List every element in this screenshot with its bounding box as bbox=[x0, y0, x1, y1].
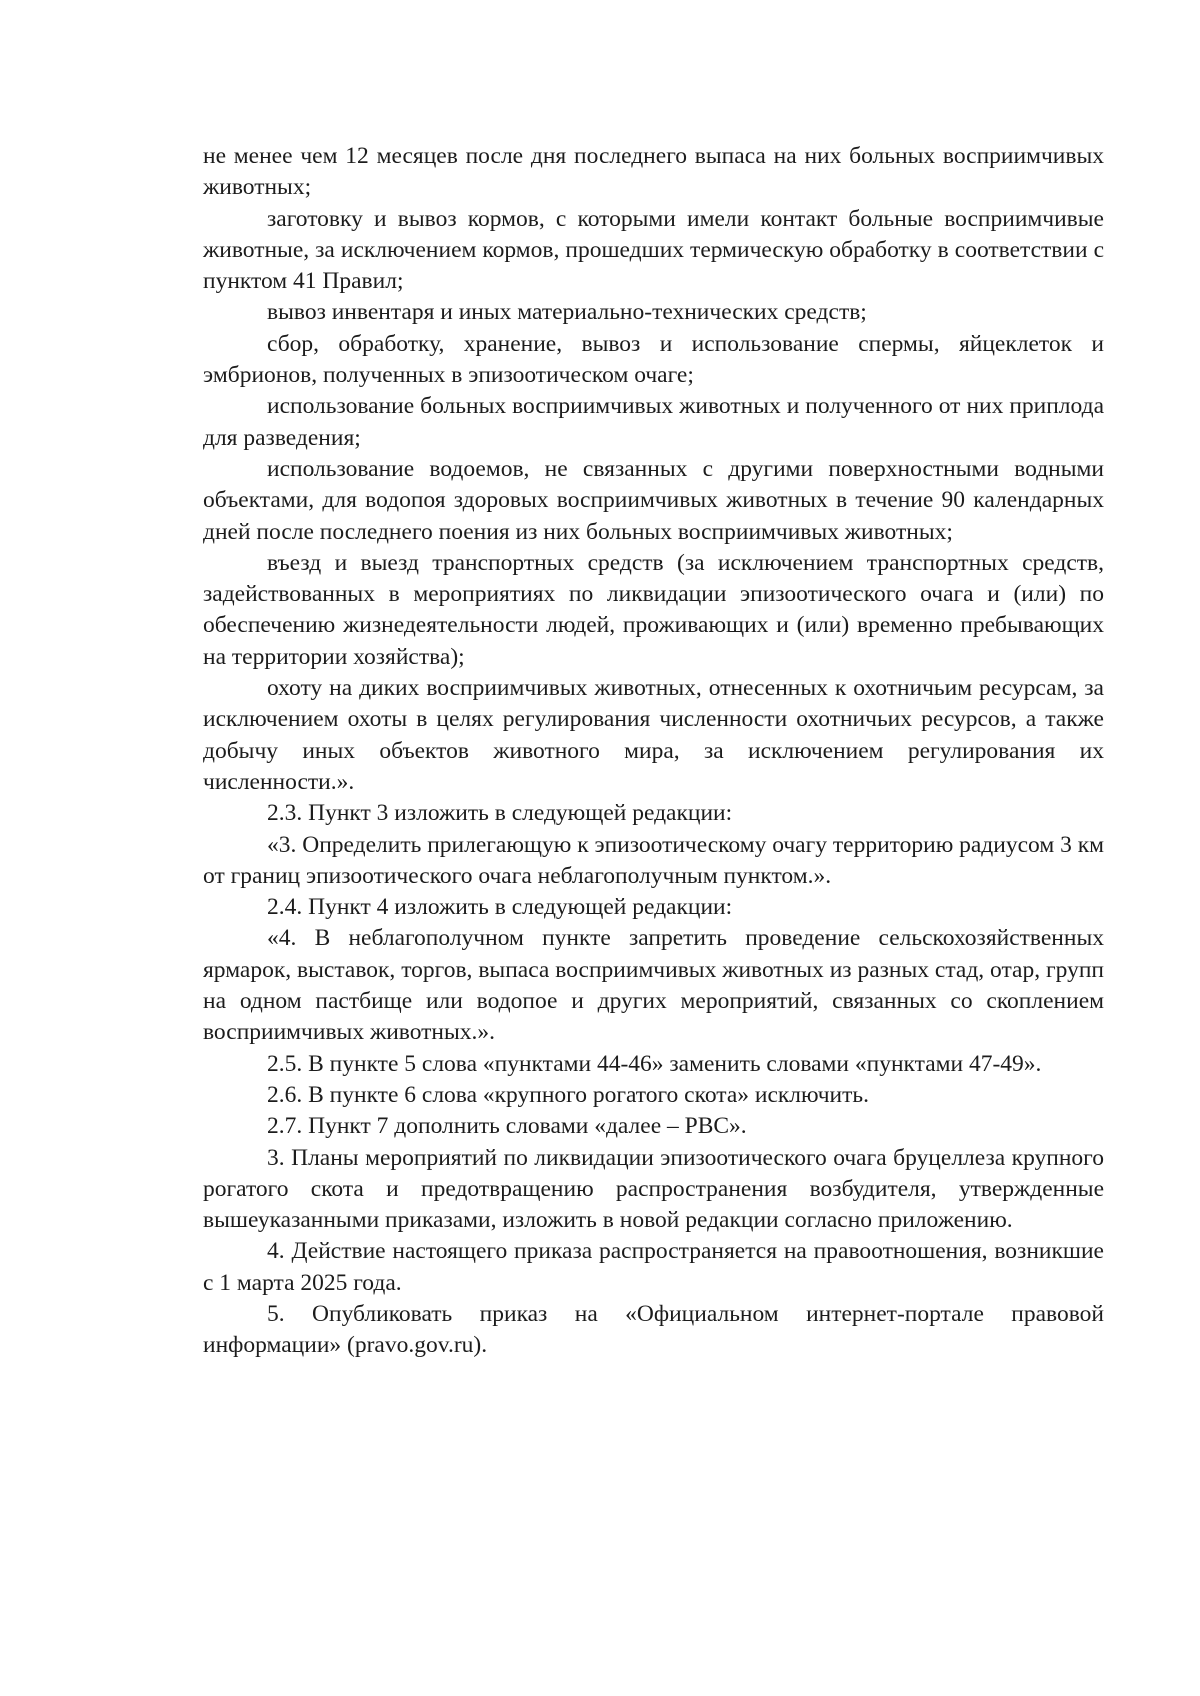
paragraph-pasture-ban: не менее чем 12 месяцев после дня последнего выпаса на них больных восприимчивых животных; bbox=[203, 143, 1104, 201]
paragraph-item-2-3: 2.3. Пункт 3 изложить в следующей редакции: bbox=[267, 800, 733, 827]
paragraph-item-4: 4. Действие настоящего приказа распространяется на правоотношения, возникшие с 1 марта 2025 года. bbox=[203, 1238, 1104, 1296]
document-body bbox=[203, 141, 1104, 1362]
paragraph-vehicles: въезд и выезд транспортных средств (за исключением транспортных средств, задействованных в мероприятиях по ликвидации эпизоотического очага и (или) по обеспечению жизнедеятельности людей, проживающих и (или) временно пребывающих на территории хозяйства); bbox=[203, 549, 1104, 670]
paragraph-item-5: 5. Опубликовать приказ на «Официальном интернет-портале правовой информации» (pravo.gov.ru). bbox=[203, 1300, 1104, 1359]
paragraph-item-2-5: 2.5. В пункте 5 слова «пунктами 44-46» заменить словами «пунктами 47-49». bbox=[267, 1050, 1042, 1077]
paragraph-item-3: 3. Планы мероприятий по ликвидации эпизоотического очага бруцеллеза крупного рогатого скота и предотвращению распространения возбудителя, утвержденные вышеуказанными приказами, изложить в новой редакции согласно приложению. bbox=[203, 1144, 1104, 1234]
paragraph-inventory-removal: вывоз инвентаря и иных материально-технических средств; bbox=[267, 299, 867, 326]
paragraph-item-2-4: 2.4. Пункт 4 изложить в следующей редакции: bbox=[267, 894, 733, 921]
paragraph-sperm-embryos: сбор, обработку, хранение, вывоз и использование спермы, яйцеклеток и эмбрионов, полученных в эпизоотическом очаге; bbox=[203, 330, 1104, 389]
paragraph-feed-harvest: заготовку и вывоз кормов, с которыми имели контакт больные восприимчивые животные, за исключением кормов, прошедших термическую обработку в соответствии с пунктом 41 Правил; bbox=[203, 205, 1104, 295]
paragraph-item-3-text: «3. Определить прилегающую к эпизоотическому очагу территорию радиусом 3 км от границ эпизоотического очага неблагополучным пунктом.». bbox=[203, 831, 1104, 889]
paragraph-breeding-use: использование больных восприимчивых животных и полученного от них приплода для разведения; bbox=[203, 393, 1104, 451]
paragraph-item-2-6: 2.6. В пункте 6 слова «крупного рогатого скота» исключить. bbox=[267, 1081, 869, 1108]
paragraph-hunting: охоту на диких восприимчивых животных, отнесенных к охотничьим ресурсам, за исключением охоты в целях регулирования численности охотничьих ресурсов, а также добычу иных объектов животного мира, за исключением регулирования их численности.». bbox=[203, 675, 1104, 795]
paragraph-item-4-text: «4. В неблагополучном пункте запретить проведение сельскохозяйственных ярмарок, выставок, торгов, выпаса восприимчивых животных из разных стад, отар, групп на одном пастбище или водопое и других мероприятий, связанных со скоплением восприимчивых животных.». bbox=[203, 925, 1104, 1046]
paragraph-item-2-7: 2.7. Пункт 7 дополнить словами «далее – РВС». bbox=[267, 1113, 747, 1140]
paragraph-water-bodies: использование водоемов, не связанных с другими поверхностными водными объектами, для водопоя здоровых восприимчивых животных в течение 90 календарных дней после последнего поения из них больных восприимчивых животных; bbox=[203, 455, 1104, 545]
